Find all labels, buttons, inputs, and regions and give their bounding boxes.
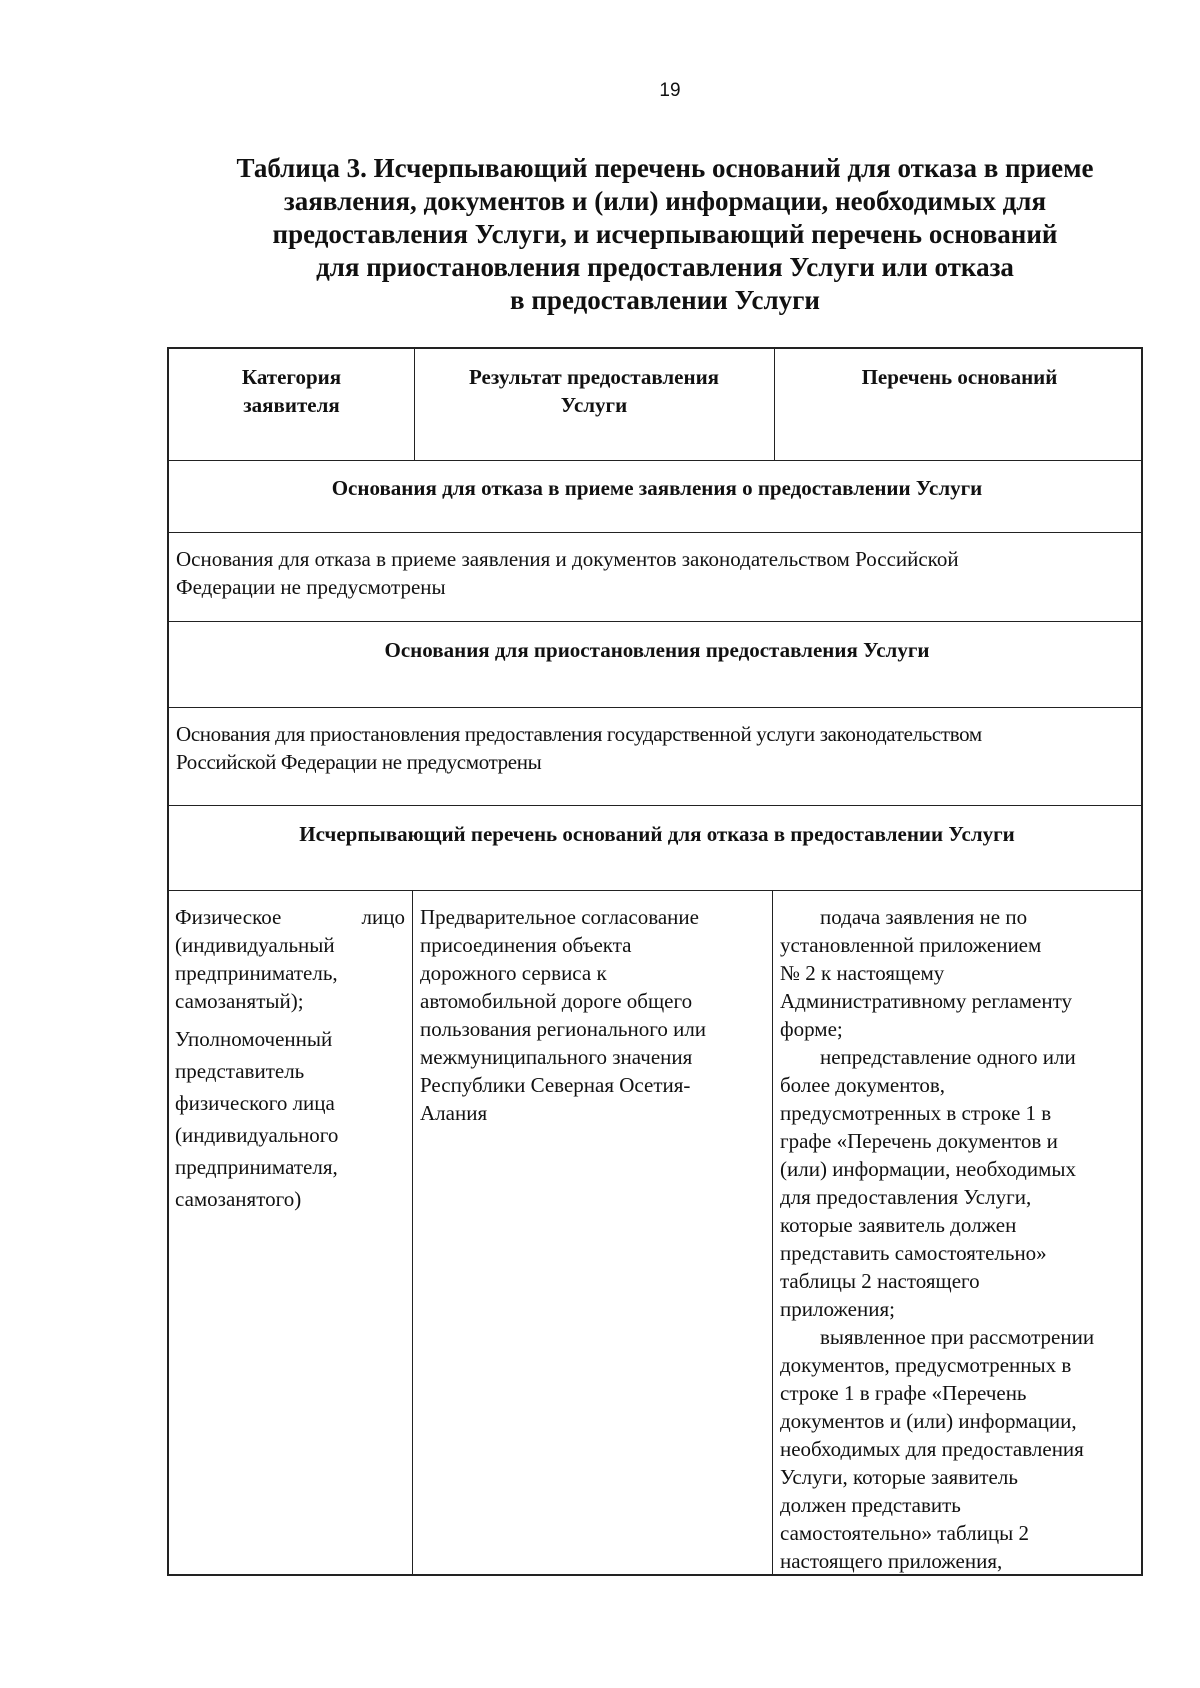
table-divider bbox=[169, 532, 1141, 533]
applicant-category-cell bbox=[175, 903, 405, 1215]
category-first-line bbox=[175, 903, 405, 931]
title-line: Таблица 3. Исчерпывающий перечень оснований для отказа в приеме bbox=[236, 153, 1094, 183]
section-suspension-title: Основания для приостановления предоставления Услуги bbox=[384, 638, 930, 662]
table-divider bbox=[169, 805, 1141, 806]
text-line: физического лица bbox=[175, 1091, 335, 1115]
header-category bbox=[169, 363, 414, 419]
table-divider bbox=[169, 621, 1141, 622]
text-line: представить самостоятельно» bbox=[780, 1241, 1047, 1265]
text-line: Уполномоченный bbox=[175, 1027, 333, 1051]
representative-block bbox=[175, 1023, 405, 1215]
text-line: дорожного сервиса к bbox=[420, 961, 607, 985]
text-line: более документов, bbox=[780, 1073, 946, 1097]
text-line: предпринимателя, bbox=[175, 1155, 338, 1179]
header-grounds bbox=[774, 363, 1145, 391]
table-divider bbox=[169, 460, 1141, 461]
text-line: выявленное при рассмотрении bbox=[820, 1325, 1095, 1349]
text-line: предусмотренных в строке 1 в bbox=[780, 1101, 1052, 1125]
text-line: пользования регионального или bbox=[420, 1017, 707, 1041]
text-line: (индивидуальный bbox=[175, 933, 335, 957]
text-line: присоединения объекта bbox=[420, 933, 632, 957]
text-line: Услуги, которые заявитель bbox=[780, 1465, 1018, 1489]
text-line: самостоятельно» таблицы 2 bbox=[780, 1521, 1029, 1545]
service-result-cell bbox=[420, 903, 768, 1127]
text-line: Федерации не предусмотрены bbox=[176, 575, 446, 599]
section-refusal-acceptance-title: Основания для отказа в приеме заявления о предоставлении Услуги bbox=[331, 476, 983, 500]
text-line: (или) информации, необходимых bbox=[780, 1157, 1076, 1181]
text-line: непредставление одного или bbox=[820, 1045, 1076, 1069]
text-line: документов и (или) информации, bbox=[780, 1409, 1077, 1433]
table-divider bbox=[169, 707, 1141, 708]
section-refusal-acceptance-text bbox=[176, 545, 1141, 601]
section-refusal-service-title: Исчерпывающий перечень оснований для отказа в предоставлении Услуги bbox=[299, 822, 1015, 846]
header-category-line: Категория bbox=[241, 365, 342, 389]
text-line: документов, предусмотренных в bbox=[780, 1353, 1072, 1377]
text-line: Алания bbox=[420, 1101, 488, 1125]
text-line: форме; bbox=[780, 1017, 843, 1041]
title-line: предоставления Услуги, и исчерпывающий перечень оснований bbox=[272, 219, 1058, 249]
text-line: Российской Федерации не предусмотрены bbox=[176, 750, 542, 774]
text-line: графе «Перечень документов и bbox=[780, 1129, 1058, 1153]
column-divider bbox=[772, 890, 773, 1576]
header-result-line: Результат предоставления bbox=[468, 365, 720, 389]
text-line: таблицы 2 настоящего bbox=[780, 1269, 980, 1293]
text-line: для предоставления Услуги, bbox=[780, 1185, 1032, 1209]
text-line: приложения; bbox=[780, 1297, 895, 1321]
table-divider bbox=[169, 890, 1141, 891]
text-line: Административному регламенту bbox=[780, 989, 1073, 1013]
text-line: № 2 к настоящему bbox=[780, 961, 945, 985]
header-grounds-line: Перечень оснований bbox=[861, 365, 1058, 389]
title-line: в предоставлении Услуги bbox=[510, 285, 820, 315]
text-line: подача заявления не по bbox=[820, 905, 1028, 929]
text-line: должен представить bbox=[780, 1493, 961, 1517]
grounds-table bbox=[167, 347, 1143, 1576]
section-suspension-text bbox=[176, 720, 1142, 776]
title-line: заявления, документов и (или) информации, необходимых для bbox=[283, 186, 1047, 216]
refusal-grounds-cell bbox=[780, 903, 1140, 1575]
text-line: представитель bbox=[175, 1059, 305, 1083]
text-line: Основания для отказа в приеме заявления и документов законодательством Российской bbox=[176, 547, 959, 571]
header-category-line: заявителя bbox=[243, 393, 340, 417]
text-line: Предварительное согласование bbox=[420, 905, 699, 929]
table-title bbox=[160, 152, 1170, 317]
title-line: для приостановления предоставления Услуги или отказа bbox=[316, 252, 1014, 282]
page-number: 19 bbox=[659, 80, 681, 101]
header-result bbox=[414, 363, 774, 419]
text-fragment: Физическое bbox=[175, 905, 282, 929]
text-line: которые заявитель должен bbox=[780, 1213, 1017, 1237]
header-result-line: Услуги bbox=[560, 393, 628, 417]
text-line: необходимых для предоставления bbox=[780, 1437, 1084, 1461]
text-line: Основания для приостановления предоставления государственной услуги законодательством bbox=[176, 722, 982, 746]
text-line: Республики Северная Осетия- bbox=[420, 1073, 691, 1097]
text-line: самозанятый); bbox=[175, 989, 304, 1013]
text-fragment: лицо bbox=[361, 905, 405, 929]
text-line: самозанятого) bbox=[175, 1187, 302, 1211]
text-line: строке 1 в графе «Перечень bbox=[780, 1381, 1027, 1405]
text-line: автомобильной дороге общего bbox=[420, 989, 693, 1013]
text-line: (индивидуального bbox=[175, 1123, 339, 1147]
text-line: межмуниципального значения bbox=[420, 1045, 693, 1069]
text-line: предприниматель, bbox=[175, 961, 338, 985]
text-line: настоящего приложения, bbox=[780, 1549, 1003, 1573]
text-line: установленной приложением bbox=[780, 933, 1042, 957]
column-divider bbox=[412, 890, 413, 1576]
